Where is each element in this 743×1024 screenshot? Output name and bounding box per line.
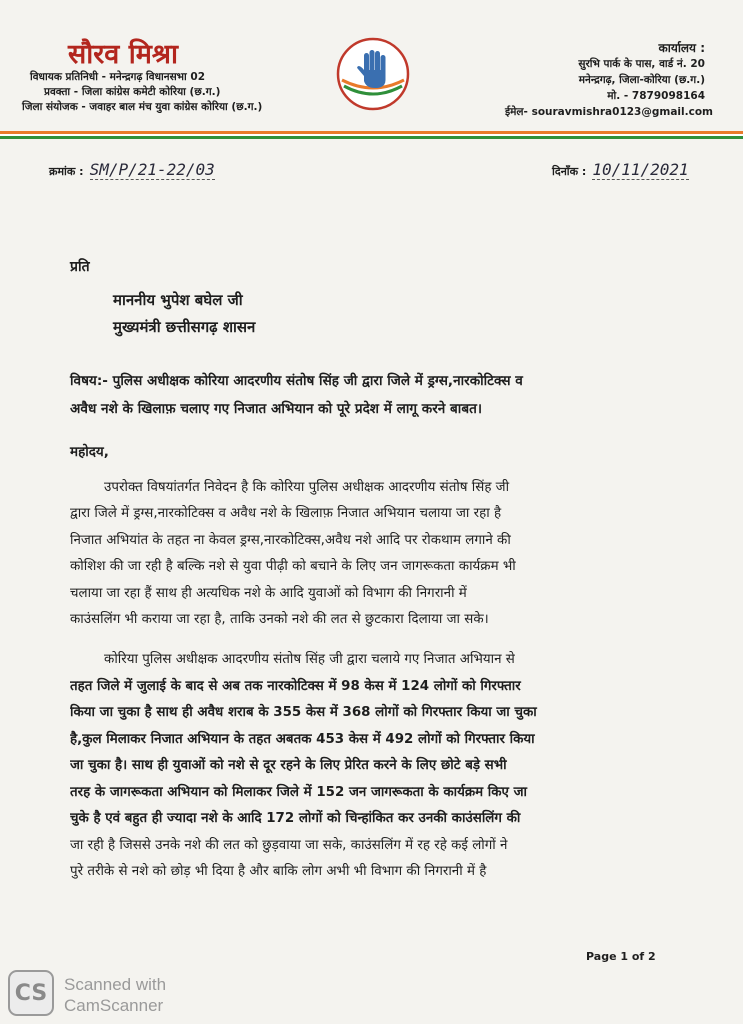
sender-designation-3: जिला संयोजक - जवाहर बाल मंच युवा कांग्रेस कोरिया (छ.ग.) (22, 101, 263, 113)
page-number: Page 1 of 2 (586, 950, 656, 963)
date-value: 10/11/2021 (592, 160, 689, 179)
letterhead-left (22, 40, 322, 115)
paragraph-line: तहत जिले में जुलाई के बाद से अब तक नारकोटिक्स में 98 केस में 124 लोगों को गिरफ्तार (70, 678, 521, 694)
paragraph-line: चलाया जा रहा हैं साथ ही अत्यधिक नशे के आदि युवाओं को विभाग की निगरानी में (70, 585, 467, 601)
date-label: दिनाँक : (552, 165, 587, 178)
reference-number (49, 160, 215, 179)
paragraph-line: तरह के जागरूकता अभियान को मिलाकर जिले में 152 जन जागरूकता के कार्यक्रम किए जा (70, 784, 528, 800)
paragraph-line: कोरिया पुलिस अधीक्षक आदरणीय संतोष सिंह जी द्वारा चलाये गए निजात अभियान से (70, 652, 515, 667)
paragraph-line: कोशिश की जा रही है बल्कि नशे से युवा पीढ़ी को बचाने के लिए जन जागरूकता कार्यक्रम भी (70, 559, 516, 575)
letterhead-office (505, 40, 713, 120)
paragraph-1 (70, 475, 690, 633)
scanner-watermark (64, 974, 166, 1016)
watermark-line-2: CamScanner (64, 996, 164, 1015)
office-title: कार्यालय : (658, 41, 705, 55)
camscanner-logo-icon: CS (8, 970, 54, 1016)
paragraph-line: किया जा चुका है साथ ही अवैध शराब के 355 केस में 368 लोगों को गिरफ्तार किया जा चुका (70, 705, 537, 720)
paragraph-line: चुके है एवं बहुत ही ज्यादा नशे के आदि 172 लोगों को चिन्हांकित कर उनकी काउंसलिंग की (70, 811, 521, 826)
sender-designation-1: विधायक प्रतिनिधी - मनेन्द्रगढ़ विधानसभा 02 (30, 71, 206, 83)
sender-designation-2: प्रवक्ता - जिला कांग्रेस कमेटी कोरिया (छ.ग.) (44, 86, 221, 98)
header-band-green (0, 136, 743, 139)
paragraph-line: काउंसलिंग भी कराया जा रहा है, ताकि उनको नशे की लत से छुटकारा दिलाया जा सके। (70, 612, 489, 628)
paragraph-line: जा चुका है। साथ ही युवाओं को नशे से दूर रहने के लिए प्रेरित करने के लिए छोटे बड़े सभी (70, 758, 507, 773)
paragraph-line: निजात अभियांत के तहत ना केवल ड्रग्स,नारकोटिक्स,अवैध नशे आदि पर रोकथाम लगाने की (70, 532, 511, 548)
paragraph-line: द्वारा जिले में ड्रग्स,नारकोटिक्स व अवैध नशे के खिलाफ़ निजात अभियान चलाया जा रहा है (70, 506, 502, 522)
addressee-office: मुख्यमंत्री छत्तीसगढ़ शासन (113, 318, 256, 336)
paragraph-line: है,कुल मिलाकर निजात अभियान के तहत अबतक 453 केस में 492 लोगों को गिरफ्तार किया (70, 731, 535, 747)
paragraph-line: जा रही है जिससे उनके नशे की लत को छुड़वाया जा सके, काउंसलिंग में रह रहे कई लोगों ने (70, 837, 508, 853)
subject-line-1: विषय:- पुलिस अधीक्षक कोरिया आदरणीय संतोष सिंह जी द्वारा जिले में ड्रग्स,नारकोटिक्स व (70, 373, 523, 389)
subject-line-2: अवैध नशे के खिलाफ़ चलाए गए निजात अभियान को पूरे प्रदेश में लागू करने बाबत। (70, 401, 482, 417)
addressee-name: माननीय भुपेश बघेल जी (113, 291, 243, 309)
paragraph-2 (70, 647, 690, 886)
paragraph-line: उपरोक्त विषयांतर्गत निवेदन है कि कोरिया पुलिस अधीक्षक आदरणीय संतोष सिंह जी (70, 480, 510, 495)
office-phone: मो. - 7879098164 (607, 90, 705, 102)
reference-label: क्रमांक : (49, 165, 84, 178)
congress-hand-logo-icon (334, 36, 412, 114)
prati-label: प्रति (70, 259, 90, 275)
office-address-2: मनेन्द्रगढ़, जिला-कोरिया (छ.ग.) (578, 74, 705, 86)
reference-value: SM/P/21-22/03 (89, 160, 215, 179)
salutation: महोदय, (70, 444, 109, 460)
letter-date (552, 160, 689, 179)
watermark-line-1: Scanned with (64, 975, 167, 994)
sender-name: सौरव मिश्रा (68, 39, 178, 70)
paragraph-line: पुरे तरीके से नशे को छोड़ भी दिया है और बाकि लोग अभी भी विभाग की निगरानी में है (70, 864, 487, 879)
office-email: ईमेल- souravmishra0123@gmail.com (505, 106, 713, 118)
office-address-1: सुरभि पार्क के पास, वार्ड नं. 20 (578, 58, 705, 70)
